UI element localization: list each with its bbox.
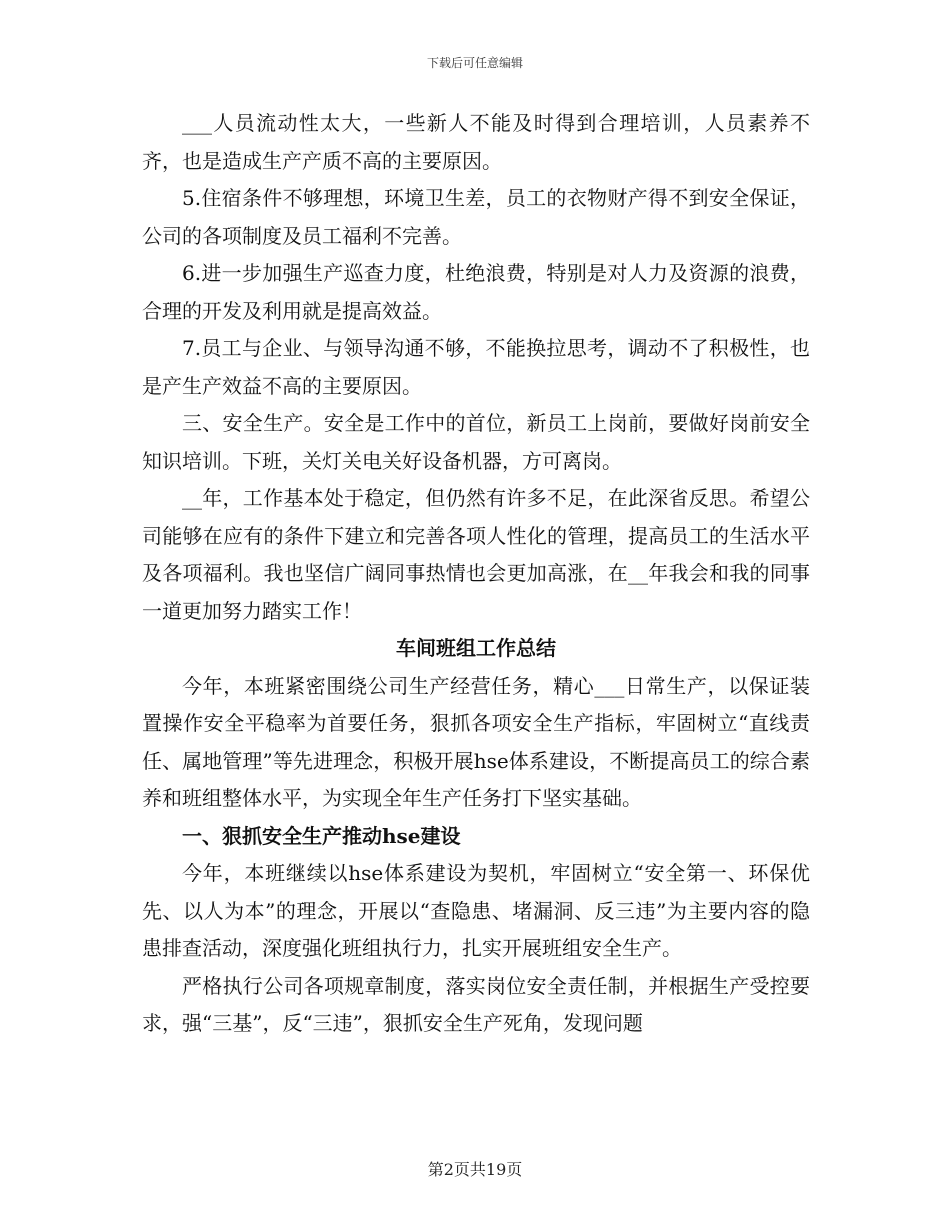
section-heading: 一、狠抓安全生产推动hse建设	[182, 823, 461, 848]
paragraph: 严格执行公司各项规章制度，落实岗位安全责任制，并根据生产受控要求，强“三基”，反“三违”，狠抓安全生产死角，发现问题	[142, 973, 810, 1035]
paragraph: 今年，本班继续以hse体系建设为契机，牢固树立“安全第一、环保优先、以人为本”的理念，开展以“查隐患、堵漏洞、反三违”为主要内容的隐患排查活动，深度强化班组执行力，扎实开展班组安全生产。	[142, 861, 810, 960]
page-number: 第2页共19页	[427, 1160, 523, 1179]
document-body	[142, 105, 810, 1043]
paragraph: 5.住宿条件不够理想，环境卫生差，员工的衣物财产得不到安全保证，公司的各项制度及员工福利不完善。	[142, 186, 810, 248]
paragraph: __年，工作基本处于稳定，但仍然有许多不足，在此深省反思。希望公司能够在应有的条件下建立和完善各项人性化的管理，提高员工的生活水平及各项福利。我也坚信广阔同事热情也会更加高涨，在__年我会和我的同事一道更加努力踏实工作！	[142, 486, 810, 623]
paragraph: 今年，本班紧密围绕公司生产经营任务，精心___日常生产，以保证装置操作安全平稳率为首要任务，狠抓各项安全生产指标，牢固树立“直线责任、属地管理”等先进理念，积极开展hse体系建设，不断提高员工的综合素养和班组整体水平，为实现全年生产任务打下坚实基础。	[142, 673, 810, 810]
paragraph: 6.进一步加强生产巡查力度，杜绝浪费，特别是对人力及资源的浪费，合理的开发及利用就是提高效益。	[142, 261, 810, 323]
paragraph: 三、安全生产。安全是工作中的首位，新员工上岗前，要做好岗前安全知识培训。下班，关灯关电关好设备机器，方可离岗。	[142, 411, 810, 473]
paragraph: ___人员流动性太大，一些新人不能及时得到合理培训，人员素养不齐，也是造成生产产质不高的主要原因。	[142, 111, 810, 173]
header-note: 下载后可任意编辑	[426, 56, 523, 70]
section-title: 车间班组工作总结	[396, 636, 556, 660]
paragraph: 7.员工与企业、与领导沟通不够，不能换拉思考，调动不了积极性，也是产生产效益不高的主要原因。	[142, 336, 810, 398]
